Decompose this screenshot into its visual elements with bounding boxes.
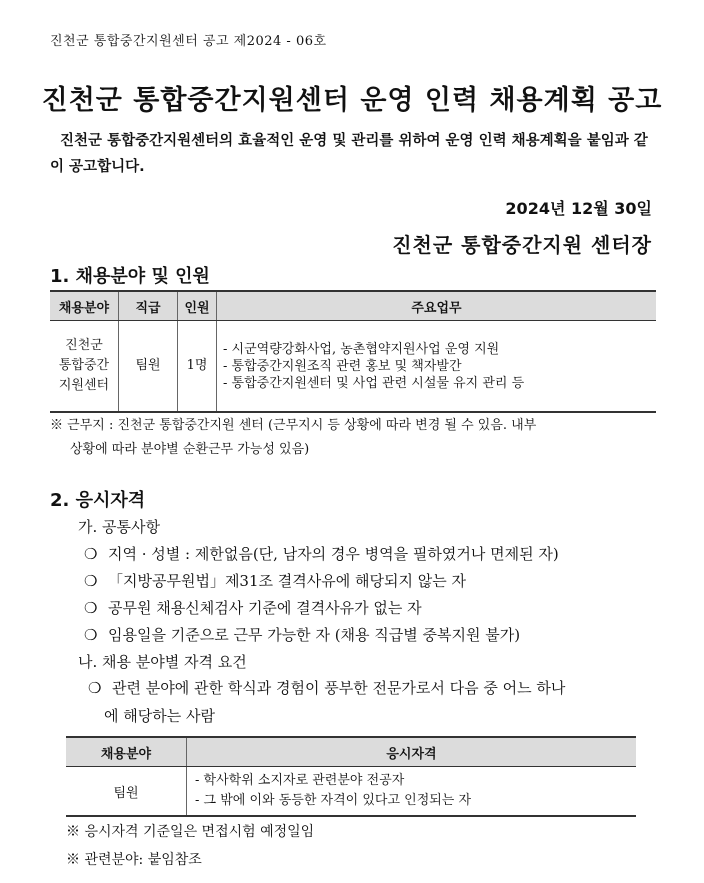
subsection-a-heading: 가. 공통사항: [78, 518, 160, 536]
duty-item: - 시군역량강화사업, 농촌협약지원사업 운영 지원: [223, 341, 500, 357]
section-2-heading: 2. 응시자격: [50, 490, 146, 511]
table-header-row: [66, 737, 636, 767]
cell-count: 1명: [178, 321, 217, 413]
field-line: 진천군: [65, 338, 103, 353]
col-header-count: 인원: [178, 291, 217, 321]
cell-duties: [217, 321, 657, 413]
cell-field: 팀원: [66, 767, 187, 817]
duty-item: - 통합중간지원센터 및 사업 관련 시설물 유지 관리 등: [223, 375, 525, 391]
subsection-b-heading: 나. 채용 분야별 자격 요건: [78, 653, 247, 671]
recruitment-table: [50, 290, 656, 413]
footnote: ※ 관련분야: 붙임참조: [66, 852, 202, 868]
circle-bullet-icon: ❍: [88, 679, 102, 697]
workplace-note-line: 상황에 따라 분야별 순환근무 가능성 있음): [70, 442, 310, 457]
table-row: [66, 767, 636, 817]
issuer-signature: 진천군 통합중간지원 센터장: [392, 233, 652, 257]
footnote: ※ 응시자격 기준일은 면접시험 예정일임: [66, 824, 315, 840]
circle-bullet-icon: ❍: [84, 599, 98, 617]
notice-serial-number: 진천군 통합중간지원센터 공고 제2024 - 06호: [50, 34, 327, 49]
circle-bullet-icon: ❍: [84, 626, 98, 644]
col-header-qualification: 응시자격: [187, 737, 637, 767]
field-line: 통합중간: [58, 358, 110, 373]
qualification-item: - 학사학위 소지자로 관련분야 전공자: [195, 773, 405, 788]
table-row: [50, 321, 656, 413]
list-item-continuation: 에 해당하는 사람: [104, 707, 215, 725]
field-line: 지원센터: [58, 378, 110, 393]
section-1-heading: 1. 채용분야 및 인원: [50, 266, 210, 287]
col-header-duties: 주요업무: [217, 291, 657, 321]
list-item: ❍ 임용일을 기준으로 근무 가능한 자 (채용 직급별 중복지원 불가): [84, 626, 521, 644]
qualification-item: - 그 밖에 이와 동등한 자격이 있다고 인정되는 자: [195, 793, 472, 808]
list-item: ❍ 「지방공무원법」제31조 결격사유에 해당되지 않는 자: [84, 572, 466, 590]
circle-bullet-icon: ❍: [84, 545, 98, 563]
notice-date: 2024년 12월 30일: [505, 199, 652, 218]
duty-item: - 통합중간지원조직 관련 홍보 및 책자발간: [223, 358, 462, 374]
qualification-table: [66, 736, 636, 817]
col-header-rank: 직급: [119, 291, 178, 321]
workplace-note-line: ※ 근무지 : 진천군 통합중간지원 센터 (근무지시 등 상황에 따라 변경 될 수 있음. 내부: [50, 418, 537, 433]
circle-bullet-icon: ❍: [84, 572, 98, 590]
col-header-field: 채용분야: [50, 291, 119, 321]
cell-field: [50, 321, 119, 413]
intro-paragraph: 진천군 통합중간지원센터의 효율적인 운영 및 관리를 위하여 운영 인력 채용계획을 붙임과 같이 공고합니다.: [50, 133, 648, 175]
cell-qualifications: [187, 767, 637, 817]
document-title: 진천군 통합중간지원센터 운영 인력 채용계획 공고: [41, 85, 663, 116]
cell-rank: 팀원: [119, 321, 178, 413]
table-header-row: [50, 291, 656, 321]
list-item: ❍ 공무원 채용신체검사 기준에 결격사유가 없는 자: [84, 599, 422, 617]
list-item: ❍ 지역 · 성별 : 제한없음(단, 남자의 경우 병역을 필하였거나 면제된 자): [84, 545, 559, 563]
col-header-field: 채용분야: [66, 737, 187, 767]
list-item: ❍ 관련 분야에 관한 학식과 경험이 풍부한 전문가로서 다음 중 어느 하나: [88, 679, 566, 697]
